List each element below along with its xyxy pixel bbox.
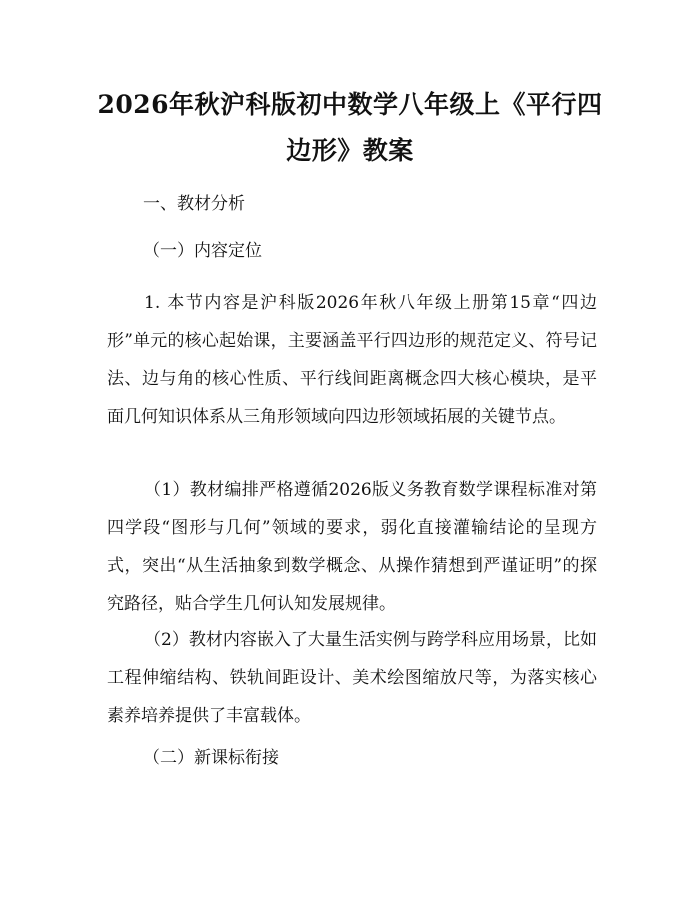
document-title: 2026年秋沪科版初中数学八年级上《平行四边形》教案 [97, 90, 603, 165]
paragraph-real-life-applications: （2）教材内容嵌入了大量生活实例与跨学科应用场景，比如工程伸缩结构、铁轨间距设计、美术绘图缩放尺等，为落实核心素养培养提供了丰富载体。 [107, 630, 597, 726]
subsection-heading-content-positioning: （一）内容定位 [143, 241, 262, 261]
subsection-heading-new-curriculum-link: （二）新课标衔接 [143, 748, 279, 768]
paragraph-content-overview: 1. 本节内容是沪科版2026年秋八年级上册第15章“四边形”单元的核心起始课，主要涵盖平行四边形的规范定义、符号记法、边与角的核心性质、平行线间距离概念四大核心模块，是平面几何知识体系从三角形领域向四边形领域拓展的关键节点。 [107, 293, 597, 427]
paragraph-curriculum-standard: （1）教材编排严格遵循2026版义务教育数学课程标准对第四学段“图形与几何”领域的要求，弱化直接灌输结论的呈现方式，突出“从生活抽象到数学概念、从操作猜想到严谨证明”的探究路径，贴合学生几何认知发展规律。 [107, 480, 597, 614]
section-heading-textbook-analysis: 一、教材分析 [143, 194, 245, 214]
